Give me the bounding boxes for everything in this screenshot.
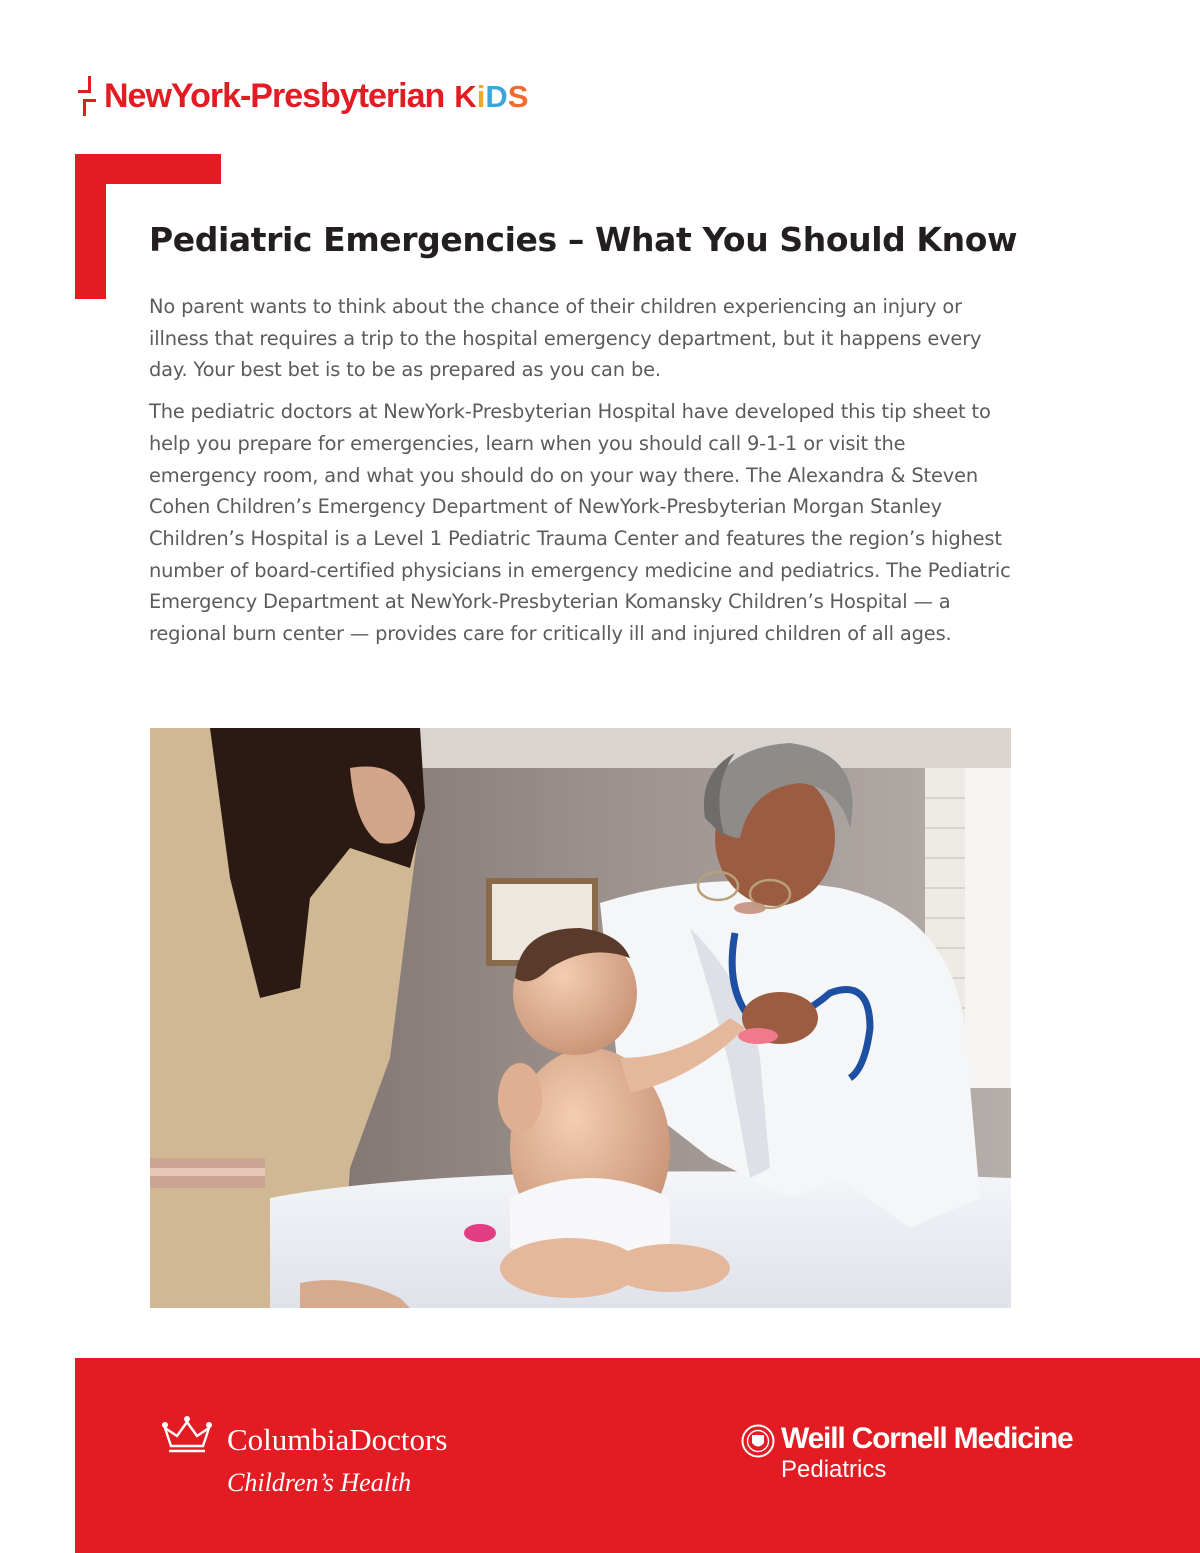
kids-letter: K: [454, 78, 477, 114]
corner-bracket-side: [75, 154, 106, 299]
columbia-doctors-name: ColumbiaDoctors: [227, 1422, 448, 1457]
weill-cornell-name: Weill Cornell Medicine: [781, 1422, 1073, 1455]
intro-paragraph: No parent wants to think about the chance of their children experiencing an injury or illness that requires a trip to the hospital emergency department, but it happens every day. Your best bet is to be as prepared as you can be.: [149, 295, 982, 382]
nyp-kids-logo: [76, 74, 528, 118]
intro-paragraph: The pediatric doctors at NewYork-Presbyterian Hospital have developed this tip sheet to help you prepare for emergencies, learn when you should call 9-1-1 or visit the emergency room, and what you should do on your way there. The Alexandra & Steven Cohen Children’s Emergency Department of NewYork-Presbyterian Morgan Stanley Children’s Hospital is a Level 1 Pediatric Trauma Center and features the region’s highest number of board-certified physicians in emergency medicine and pediatrics. The Pediatric Emergency Department at NewYork-Presbyterian Komansky Children’s Hospital — a regional burn center — provides care for critically ill and injured children of all ages.: [149, 400, 1011, 646]
page-title: Pediatric Emergencies – What You Should Know: [149, 220, 1018, 259]
doctor-exam-photo: [150, 728, 1011, 1308]
nyp-logo-text: NewYork-Presbyterian: [104, 77, 445, 115]
nyp-logo-mark-icon: [76, 76, 98, 116]
footer-band: [75, 1358, 1200, 1553]
intro-text: [149, 291, 1019, 660]
weill-cornell-seal-icon: [741, 1424, 775, 1458]
columbia-doctors-subtitle: Children’s Health: [227, 1468, 412, 1497]
kids-letter: S: [507, 78, 529, 114]
kids-wordmark: [454, 78, 529, 114]
kids-letter: i: [476, 78, 486, 114]
crown-icon: [159, 1414, 215, 1454]
kids-letter: D: [485, 78, 508, 114]
weill-cornell-subtitle: Pediatrics: [781, 1456, 887, 1483]
